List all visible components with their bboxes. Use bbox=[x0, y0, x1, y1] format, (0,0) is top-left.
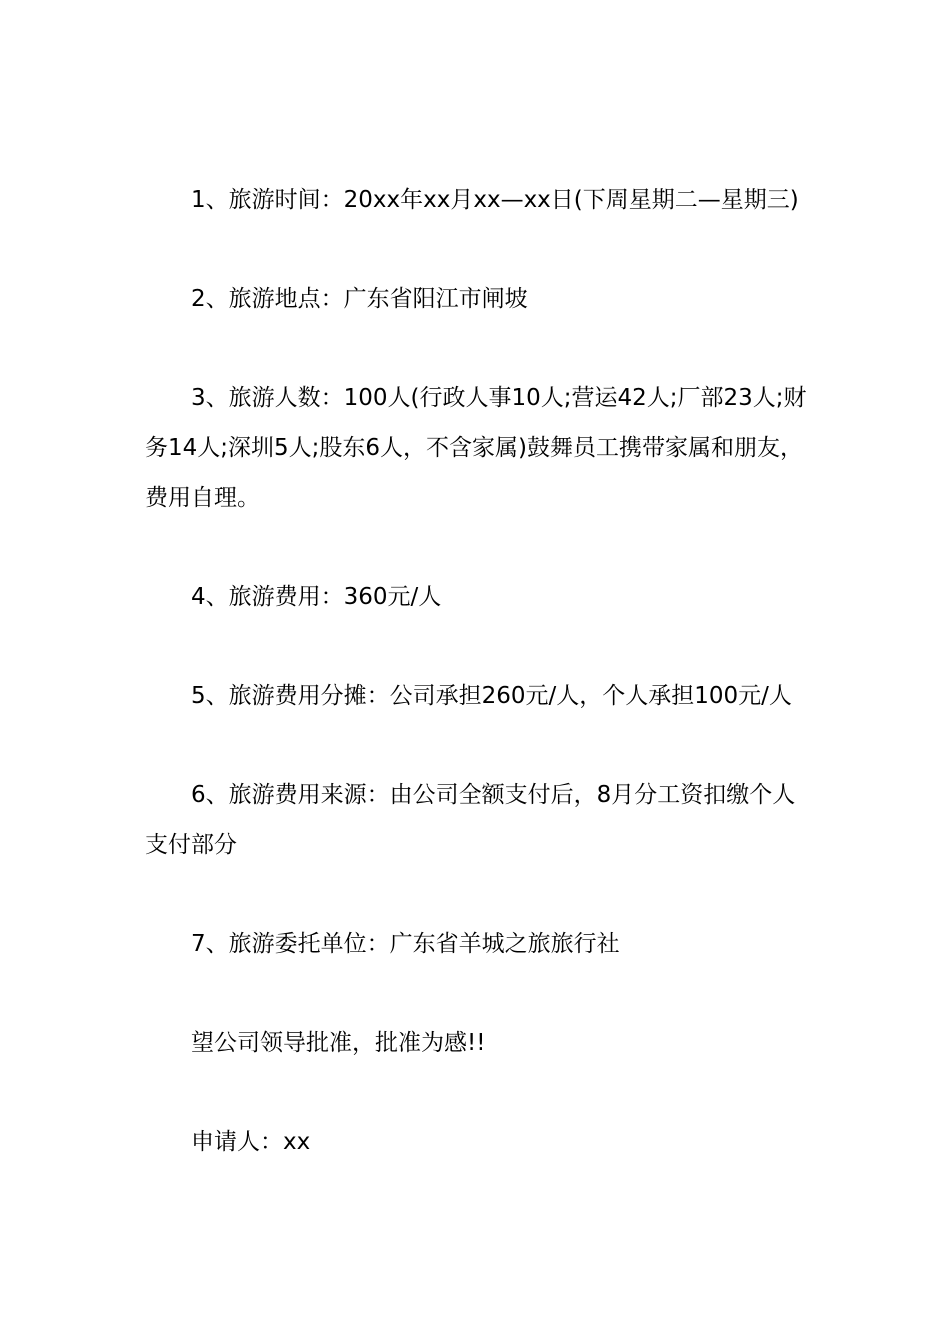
paragraph-cost-sharing: 5、旅游费用分摊：公司承担260元/人，个人承担100元/人 bbox=[191, 683, 792, 709]
paragraph-travel-cost: 4、旅游费用：360元/人 bbox=[191, 584, 442, 610]
document-body bbox=[145, 175, 810, 1167]
paragraph-travel-location: 2、旅游地点：广东省阳江市闸坡 bbox=[191, 286, 528, 312]
paragraph-cost-source: 6、旅游费用来源：由公司全额支付后，8月分工资扣缴个人支付部分 bbox=[145, 782, 796, 858]
paragraph-travel-agency: 7、旅游委托单位：广东省羊城之旅旅行社 bbox=[191, 931, 620, 957]
paragraph-approval-request: 望公司领导批准，批准为感!! bbox=[191, 1030, 486, 1056]
paragraph-travel-headcount: 3、旅游人数：100人(行政人事10人;营运42人;厂部23人;财务14人;深圳5人;股东6人，不含家属)鼓舞员工携带家属和朋友，费用自理。 bbox=[145, 385, 807, 511]
paragraph-applicant: 申请人：xx bbox=[191, 1129, 311, 1155]
paragraph-travel-time: 1、旅游时间：20xx年xx月xx—xx日(下周星期二—星期三) bbox=[191, 187, 799, 213]
